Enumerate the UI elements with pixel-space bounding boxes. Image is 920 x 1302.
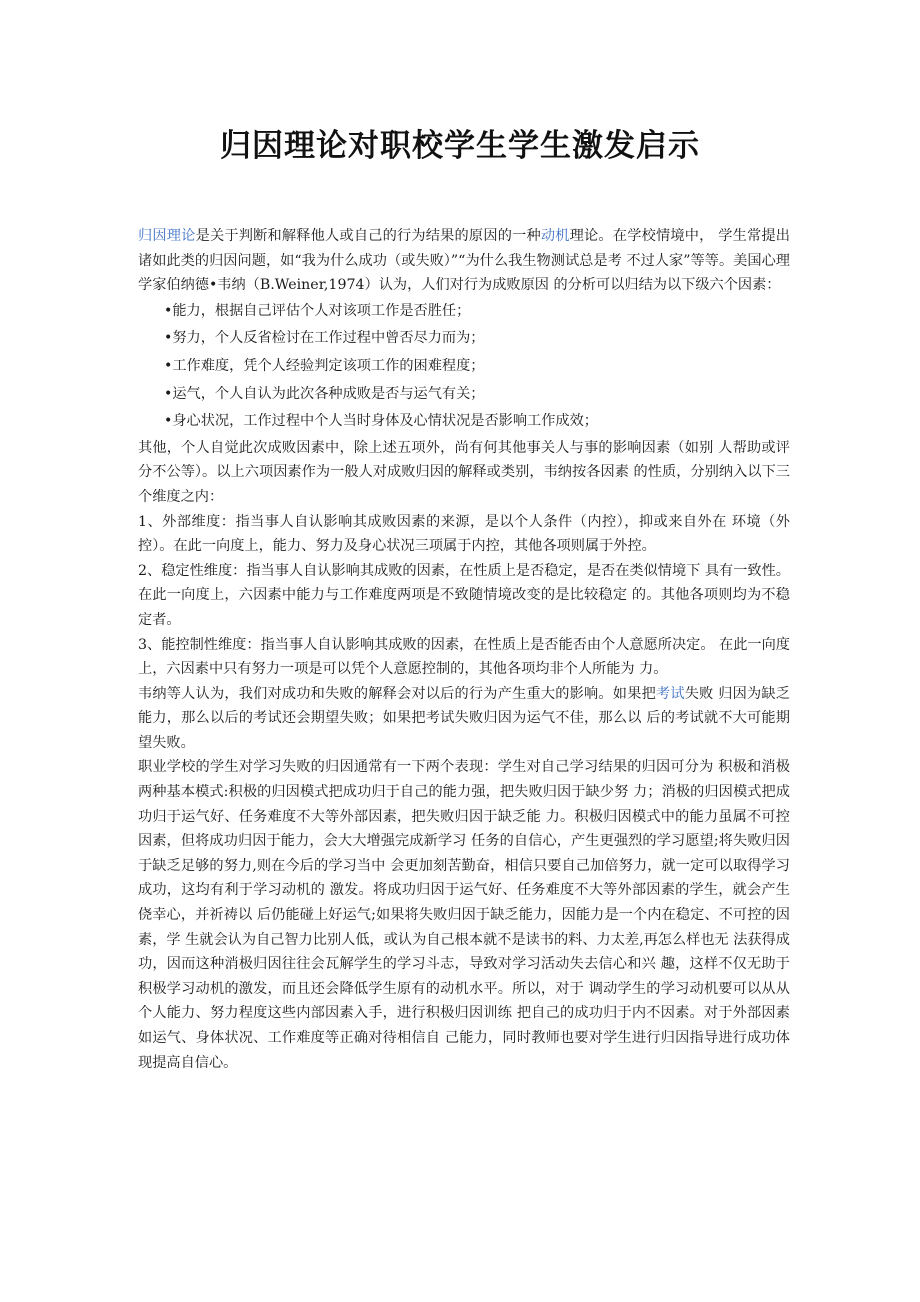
factor-list bbox=[138, 298, 790, 436]
weiner-paragraph bbox=[138, 682, 790, 756]
list-item: •工作难度，凭个人经验判定该项工作的困难程度； bbox=[164, 357, 485, 374]
document-title: 归因理论对职校学生学生激发启示 bbox=[220, 128, 700, 164]
list-item: •运气，个人自认为此次各种成败是否与运气有关； bbox=[164, 385, 485, 402]
intro-text-1: 是关于判断和解释他人或自己的行为结果的原因的一种 bbox=[195, 228, 541, 244]
intro-text-2: 理论。在学校情境中， 学生常提出诸如此类的归因问题，如“我为什么成功（或失败）”“为什么我生物测试总是考 不过人家”等等。美国心理学家伯纳德•韦纳（B.Weiner,1974）认为，人们对行为成败原因 的分析可以归结为以下级六个因素： bbox=[138, 228, 790, 294]
dimension-external-paragraph: 1、外部维度：指当事人自认影响其成败因素的来源，是以个人条件（内控），抑或来自外在 环境（外控）。在此一向度上，能力、努力及身心状况三项属于内控，其他各项则属于外控。 bbox=[138, 513, 790, 555]
other-factors-paragraph: 其他，个人自觉此次成败因素中，除上述五项外，尚有何其他事关人与事的影响因素（如别 人帮助或评分不公等）。以上六项因素作为一般人对成败归因的解释或类别，韦纳按各因素 的性质，分别纳入以下三个维度之内： bbox=[138, 439, 790, 505]
weiner-text-2: 失败 归因为缺乏能力，那么以后的考试还会期望失败；如果把考试失败归因为运气不佳，那么以 后的考试就不大可能期望失败。 bbox=[138, 685, 790, 751]
link-exam[interactable]: 考试 bbox=[655, 685, 685, 702]
dimension-control-paragraph: 3、能控制性维度：指当事人自认影响其成败的因素，在性质上是否能否由个人意愿所决定。 在此一向度上，六因素中只有努力一项是可以凭个人意愿控制的，其他各项均非个人所能为 力。 bbox=[138, 636, 790, 678]
document-body bbox=[138, 224, 790, 1075]
intro-paragraph bbox=[138, 224, 790, 298]
list-item: •努力，个人反省检讨在工作过程中曾否尽力而为； bbox=[164, 330, 485, 347]
weiner-text-1: 韦纳等人认为，我们对成功和失败的解释会对以后的行为产生重大的影响。如果把 bbox=[138, 685, 656, 702]
link-motivation[interactable]: 动机 bbox=[540, 228, 570, 244]
link-attribution-theory[interactable]: 归因理论 bbox=[138, 228, 196, 244]
list-item: •身心状况，工作过程中个人当时身体及心情状况是否影响工作成效； bbox=[164, 413, 598, 430]
vocational-students-paragraph: 职业学校的学生对学习失败的归因通常有一下两个表现：学生对自己学习结果的归因可分为 积极和消极两种基本模式:积极的归因模式把成功归于自己的能力强，把失败归因于缺少努 力；消极的归因模式把成功归于运气好、任务难度不大等外部因素，把失败归因于缺乏能 力。积极归因模式中的能力虽属不可控因素，但将成功归因于能力，会大大增强完成新学习 任务的自信心，产生更强烈的学习愿望;将失败归因于缺乏足够的努力,则在今后的学习当中 会更加刻苦勤奋，相信只要自己加倍努力，就一定可以取得学习成功，这均有利于学习动机的 激发。将成功归因于运气好、任务难度不大等外部因素的学生，就会产生侥幸心，并祈祷以 后仍能碰上好运气;如果将失败归因于缺乏能力，因能力是一个内在稳定、不可控的因素，学 生就会认为自己智力比别人低，或认为自己根本就不是读书的料、力太差,再怎么样也无 法获得成功，因而这种消极归因往往会瓦解学生的学习斗志，导致对学习活动失去信心和兴 趣，这样不仅无助于积极学习动机的激发，而且还会降低学生原有的动机水平。所以，对于 调动学生的学习动机要可以从从个人能力、努力程度这些内部因素入手，进行积极归因训练 把自己的成功归于内不因素。对于外部因素如运气、身体状况、工作难度等正确对待相信自 己能力，同时教师也要对学生进行归因指导进行成功体现提高自信心。 bbox=[138, 759, 790, 1071]
dimension-stability-paragraph: 2、稳定性维度：指当事人自认影响其成败的因素，在性质上是否稳定，是否在类似情境下 具有一致性。在此一向度上，六因素中能力与工作难度两项是不致随情境改变的是比较稳定 的。其他各项则均为不稳定者。 bbox=[138, 562, 790, 628]
list-item: •能力，根据自己评估个人对该项工作是否胜任； bbox=[164, 302, 471, 319]
